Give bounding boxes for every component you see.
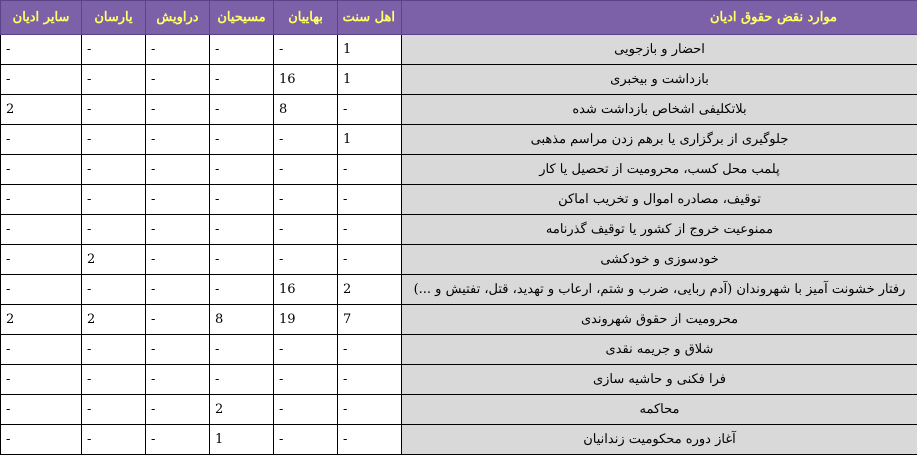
cell-bahai: 19 bbox=[274, 305, 338, 335]
cell-christian: - bbox=[210, 155, 274, 185]
table-row bbox=[1, 395, 917, 425]
cell-bahai: - bbox=[274, 365, 338, 395]
violation-label: احضار و بازجویی bbox=[402, 35, 917, 65]
cell-dervish: - bbox=[146, 35, 210, 65]
cell-bahai: - bbox=[274, 185, 338, 215]
cell-dervish: - bbox=[146, 425, 210, 455]
cell-christian: 1 bbox=[210, 425, 274, 455]
cell-other-religions: - bbox=[1, 65, 82, 95]
cell-other-religions: - bbox=[1, 215, 82, 245]
cell-bahai: 16 bbox=[274, 275, 338, 305]
cell-bahai: - bbox=[274, 335, 338, 365]
violation-label: فرا فکنی و حاشیه سازی bbox=[402, 365, 917, 395]
cell-yarsan: - bbox=[82, 65, 146, 95]
cell-sunni: - bbox=[338, 365, 402, 395]
cell-christian: - bbox=[210, 335, 274, 365]
cell-yarsan: - bbox=[82, 155, 146, 185]
cell-christian: - bbox=[210, 185, 274, 215]
table-body bbox=[1, 35, 917, 455]
cell-sunni: - bbox=[338, 335, 402, 365]
cell-christian: 8 bbox=[210, 305, 274, 335]
cell-christian: - bbox=[210, 245, 274, 275]
cell-other-religions: 2 bbox=[1, 95, 82, 125]
header-bahai: بهاییان bbox=[274, 1, 338, 35]
cell-bahai: - bbox=[274, 35, 338, 65]
cell-other-religions: - bbox=[1, 125, 82, 155]
cell-other-religions: - bbox=[1, 35, 82, 65]
cell-yarsan: - bbox=[82, 125, 146, 155]
violation-label: خودسوزی و خودکشی bbox=[402, 245, 917, 275]
cell-other-religions: 2 bbox=[1, 305, 82, 335]
cell-bahai: - bbox=[274, 155, 338, 185]
header-other-religions: سایر ادیان bbox=[1, 1, 82, 35]
violation-label: توقیف، مصادره اموال و تخریب اماکن bbox=[402, 185, 917, 215]
cell-sunni: - bbox=[338, 155, 402, 185]
cell-dervish: - bbox=[146, 125, 210, 155]
table-row bbox=[1, 425, 917, 455]
cell-dervish: - bbox=[146, 395, 210, 425]
cell-bahai: - bbox=[274, 215, 338, 245]
cell-sunni: - bbox=[338, 425, 402, 455]
table-row bbox=[1, 185, 917, 215]
cell-sunni: - bbox=[338, 95, 402, 125]
violation-label: ممنوعیت خروج از کشور یا توقیف گذرنامه bbox=[402, 215, 917, 245]
table-row bbox=[1, 335, 917, 365]
cell-yarsan: 2 bbox=[82, 245, 146, 275]
cell-bahai: - bbox=[274, 125, 338, 155]
cell-christian: - bbox=[210, 35, 274, 65]
cell-bahai: - bbox=[274, 425, 338, 455]
header-yarsan: یارسان bbox=[82, 1, 146, 35]
header-violation-type: موارد نقض حقوق ادیان bbox=[402, 1, 917, 35]
cell-other-religions: - bbox=[1, 155, 82, 185]
table-row bbox=[1, 365, 917, 395]
cell-yarsan: - bbox=[82, 215, 146, 245]
cell-bahai: 8 bbox=[274, 95, 338, 125]
violation-label: محاکمه bbox=[402, 395, 917, 425]
violation-label: آغاز دوره محکومیت زندانیان bbox=[402, 425, 917, 455]
table-row bbox=[1, 275, 917, 305]
header-dervish: دراویش bbox=[146, 1, 210, 35]
violation-label: بلاتکلیفی اشخاص بازداشت شده bbox=[402, 95, 917, 125]
cell-dervish: - bbox=[146, 305, 210, 335]
cell-bahai: 16 bbox=[274, 65, 338, 95]
table-row bbox=[1, 245, 917, 275]
violation-label: پلمب محل کسب، محرومیت از تحصیل یا کار bbox=[402, 155, 917, 185]
violation-label: جلوگیری از برگزاری یا برهم زدن مراسم مذهبی bbox=[402, 125, 917, 155]
cell-sunni: 1 bbox=[338, 65, 402, 95]
cell-christian: - bbox=[210, 365, 274, 395]
cell-dervish: - bbox=[146, 95, 210, 125]
cell-bahai: - bbox=[274, 245, 338, 275]
violation-label: رفتار خشونت آمیز با شهروندان (آدم ربایی، ضرب و شتم، ارعاب و تهدید، قتل، تفتیش و ...) bbox=[402, 275, 917, 305]
cell-yarsan: - bbox=[82, 395, 146, 425]
header-christian: مسیحیان bbox=[210, 1, 274, 35]
cell-other-religions: - bbox=[1, 275, 82, 305]
cell-sunni: - bbox=[338, 185, 402, 215]
violation-label: شلاق و جریمه نقدی bbox=[402, 335, 917, 365]
cell-yarsan: - bbox=[82, 35, 146, 65]
cell-christian: - bbox=[210, 215, 274, 245]
violation-label: محرومیت از حقوق شهروندی bbox=[402, 305, 917, 335]
table-row bbox=[1, 95, 917, 125]
table-row bbox=[1, 65, 917, 95]
cell-sunni: 1 bbox=[338, 35, 402, 65]
table-row bbox=[1, 215, 917, 245]
cell-sunni: 7 bbox=[338, 305, 402, 335]
cell-other-religions: - bbox=[1, 395, 82, 425]
cell-other-religions: - bbox=[1, 425, 82, 455]
header-sunni: اهل سنت bbox=[338, 1, 402, 35]
cell-yarsan: - bbox=[82, 95, 146, 125]
cell-dervish: - bbox=[146, 275, 210, 305]
cell-other-religions: - bbox=[1, 245, 82, 275]
cell-dervish: - bbox=[146, 335, 210, 365]
cell-christian: - bbox=[210, 125, 274, 155]
cell-yarsan: - bbox=[82, 425, 146, 455]
cell-christian: 2 bbox=[210, 395, 274, 425]
cell-christian: - bbox=[210, 65, 274, 95]
cell-dervish: - bbox=[146, 245, 210, 275]
cell-yarsan: - bbox=[82, 185, 146, 215]
violation-label: بازداشت و بیخبری bbox=[402, 65, 917, 95]
header-row bbox=[1, 1, 917, 35]
table-row bbox=[1, 125, 917, 155]
cell-bahai: - bbox=[274, 395, 338, 425]
cell-sunni: - bbox=[338, 215, 402, 245]
cell-sunni: 2 bbox=[338, 275, 402, 305]
cell-yarsan: - bbox=[82, 365, 146, 395]
cell-sunni: - bbox=[338, 395, 402, 425]
cell-dervish: - bbox=[146, 215, 210, 245]
cell-yarsan: 2 bbox=[82, 305, 146, 335]
cell-other-religions: - bbox=[1, 335, 82, 365]
cell-sunni: - bbox=[338, 245, 402, 275]
cell-dervish: - bbox=[146, 65, 210, 95]
table-row bbox=[1, 155, 917, 185]
cell-christian: - bbox=[210, 95, 274, 125]
cell-other-religions: - bbox=[1, 365, 82, 395]
cell-dervish: - bbox=[146, 365, 210, 395]
cell-dervish: - bbox=[146, 155, 210, 185]
cell-other-religions: - bbox=[1, 185, 82, 215]
cell-dervish: - bbox=[146, 185, 210, 215]
table-row bbox=[1, 35, 917, 65]
cell-yarsan: - bbox=[82, 275, 146, 305]
cell-christian: - bbox=[210, 275, 274, 305]
table-row bbox=[1, 305, 917, 335]
cell-yarsan: - bbox=[82, 335, 146, 365]
cell-sunni: 1 bbox=[338, 125, 402, 155]
